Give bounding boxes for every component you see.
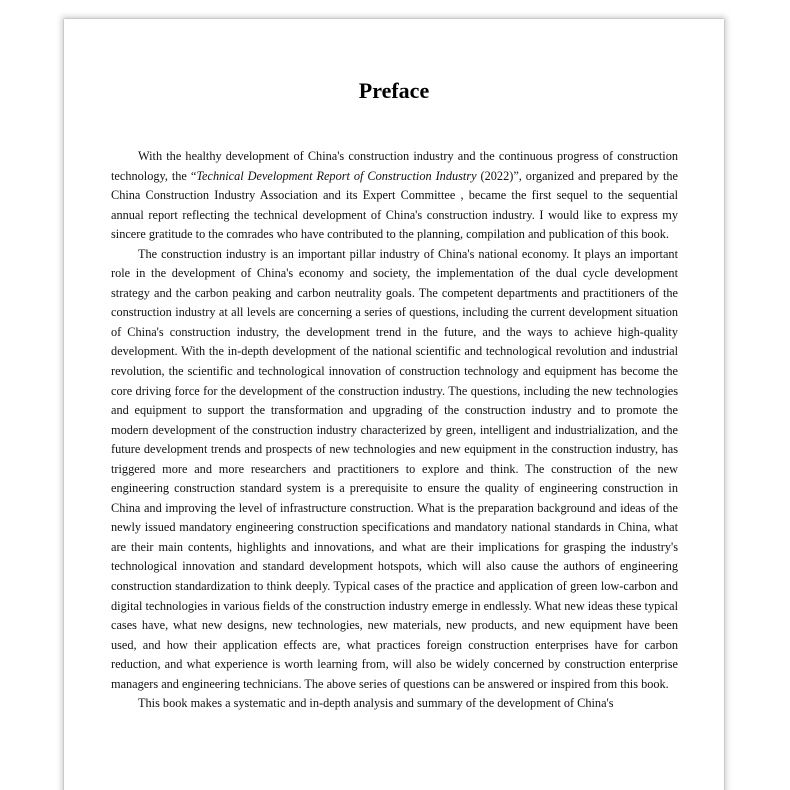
document-page: [64, 19, 724, 790]
paragraph-1-lead: With the healthy development of China's construction industry and the continuous progress of construction technology, the “: [111, 149, 678, 183]
report-title-italic: Technical Development Report of Construction Industry: [196, 168, 477, 183]
preface-body: [111, 147, 678, 714]
paragraph-1: [111, 147, 678, 245]
page-title: Preface: [358, 78, 430, 103]
paragraph-3: This book makes a systematic and in-depth analysis and summary of the development of China's: [138, 696, 614, 711]
paragraph-1-rest: (2022)”, organized and prepared by the China Construction Industry Association and its Expert Committee , became the first sequel to the sequential annual report reflecting the technical development of China's construction industry. I would like to express my sincere gratitude to the comrades who have contributed to the planning, compilation and publication of this book.: [111, 168, 678, 242]
paragraph-2: The construction industry is an important pillar industry of China's national economy. It plays an important role in the development of China's economy and society, the implementation of the dual cycle development strategy and the carbon peaking and carbon neutrality goals. The competent departments and practitioners of the construction industry at all levels are concerning a series of questions, including the current development situation of China's construction industry, the development trend in the future, and the ways to achieve high-quality development. With the in-depth development of the national scientific and technological revolution and industrial revolution, the scientific and technological innovation of construction technology and equipment has become the core driving force for the development of the construction industry. The questions, including the new technologies and equipment to support the transformation and upgrading of the construction industry and to promote the modern development of the construction industry characterized by green, intelligent and industrialization, and the future development trends and prospects of new technologies and new equipment in the construction industry, has triggered more and more researchers and practitioners to explore and think. The construction of the new engineering construction standard system is a prerequisite to ensure the quality of engineering construction in China and improving the level of infrastructure construction. What is the preparation background and ideas of the newly issued mandatory engineering construction specifications and mandatory national standards in China, what are their main contents, highlights and innovations, and what are their implications for grasping the industry's technological innovation and standard development hotspots, which will also cause the authors of engineering construction standardization to think deeply. Typical cases of the practice and application of green low-carbon and digital technologies in various fields of the construction industry emerge in endlessly. What new ideas these typical cases have, what new designs, new technologies, new materials, new products, and new equipment have been used, and how their application effects are, what practices foreign construction enterprises have for carbon reduction, and what experience is worth learning from, will also be widely concerned by construction enterprise managers and engineering technicians. The above series of questions can be answered or inspired from this book.: [111, 246, 678, 691]
